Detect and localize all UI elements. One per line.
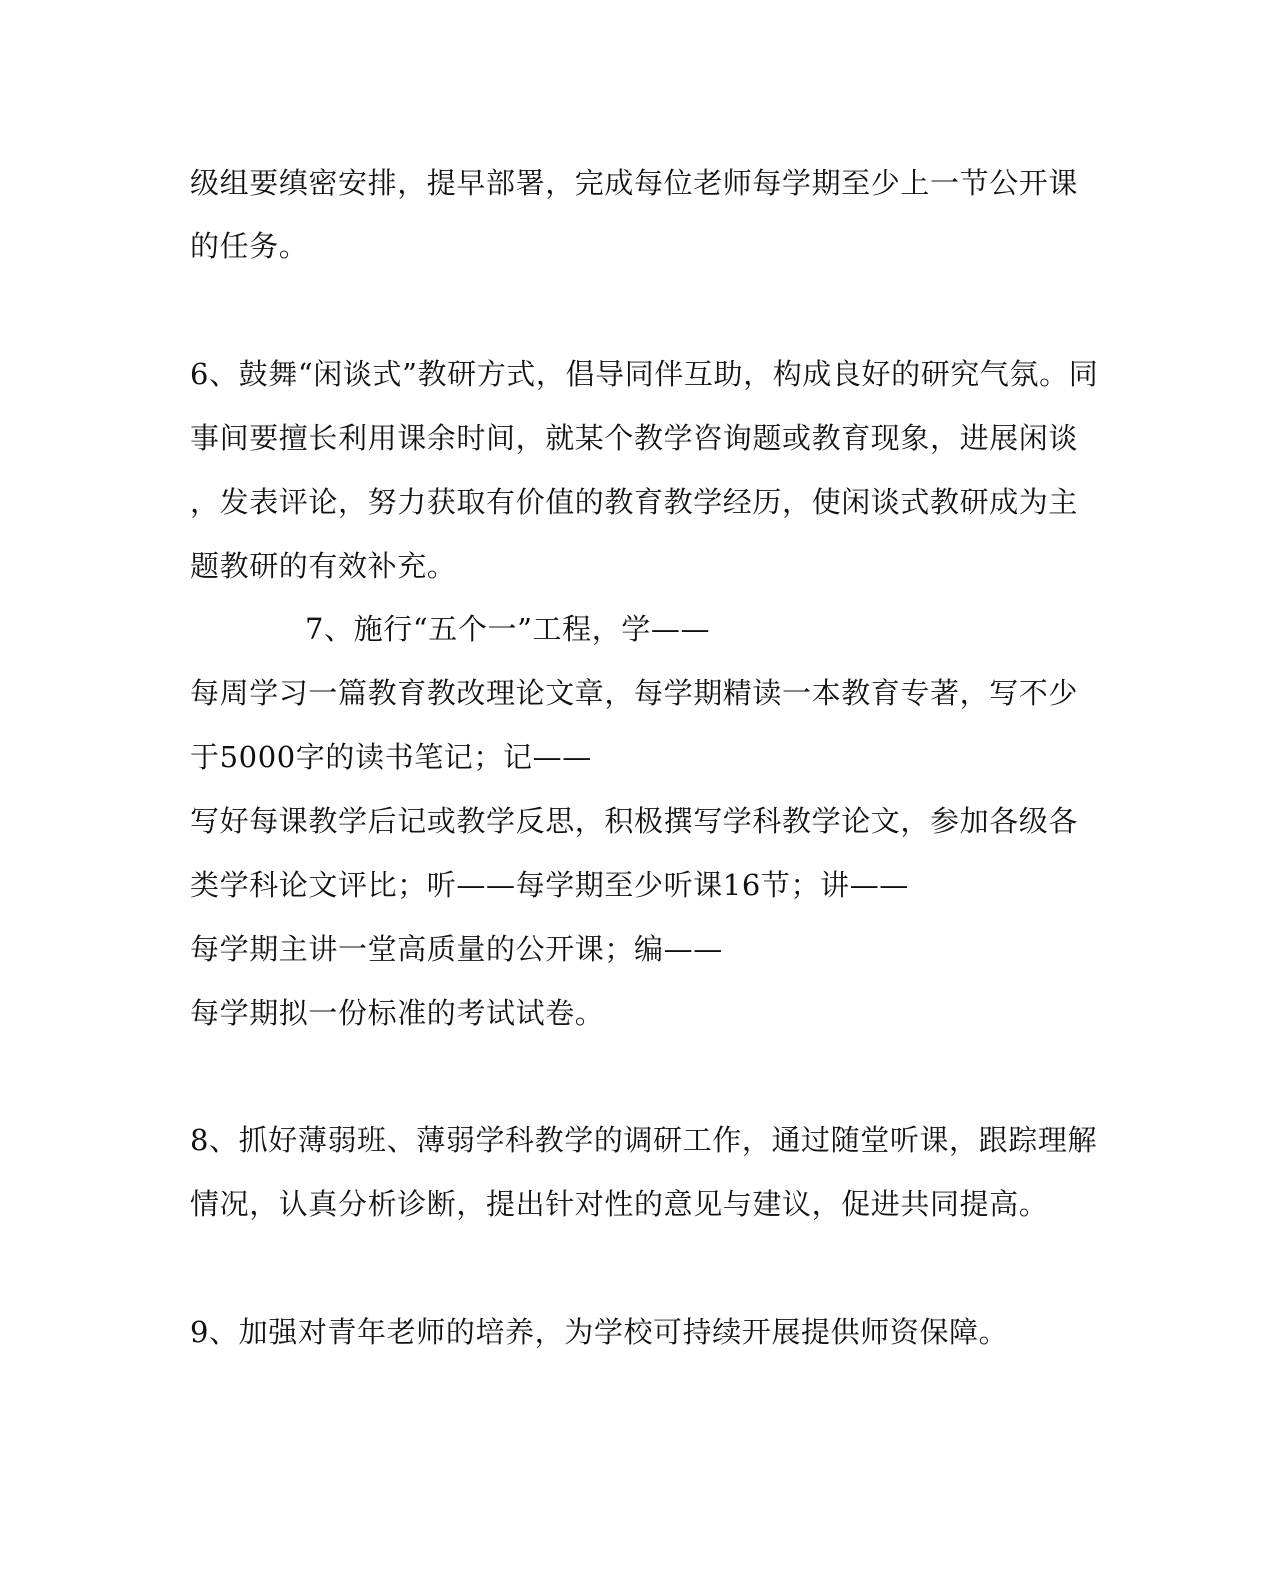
text-line: ，发表评论，努力获取有价值的教育教学经历，使闲谈式教研成为主 xyxy=(190,485,1079,519)
text-line: 9、加强对青年老师的培养，为学校可持续开展提供师资保障。 xyxy=(190,1315,1009,1349)
text-line: 情况，认真分析诊断，提出针对性的意见与建议，促进共同提高。 xyxy=(190,1187,1049,1221)
text-line: 写好每课教学后记或教学反思，积极撰写学科教学论文，参加各级各 xyxy=(190,804,1079,838)
text-line: 8、抓好薄弱班、薄弱学科教学的调研工作，通过随堂听课，跟踪理解 xyxy=(190,1123,1098,1157)
text-line: 7、施行“五个一”工程，学—— xyxy=(305,612,711,646)
text-line: 每周学习一篇教育教改理论文章，每学期精读一本教育专著，写不少 xyxy=(190,676,1079,710)
text-line: 6、鼓舞“闲谈式”教研方式，倡导同伴互助，构成良好的研究气氛。同 xyxy=(190,357,1099,391)
text-line: 于5000字的读书笔记；记—— xyxy=(190,740,592,774)
text-line: 类学科论文评比；听——每学期至少听课16节；讲—— xyxy=(190,868,909,902)
text-line: 事间要擅长利用课余时间，就某个教学咨询题或教育现象，进展闲谈 xyxy=(190,421,1079,455)
text-line: 的任务。 xyxy=(190,229,309,263)
text-line: 每学期主讲一堂高质量的公开课；编—— xyxy=(190,932,723,966)
text-line: 题教研的有效补充。 xyxy=(190,549,457,583)
text-line: 每学期拟一份标准的考试试卷。 xyxy=(190,996,605,1030)
text-line: 级组要缜密安排，提早部署，完成每位老师每学期至少上一节公开课 xyxy=(190,166,1079,200)
